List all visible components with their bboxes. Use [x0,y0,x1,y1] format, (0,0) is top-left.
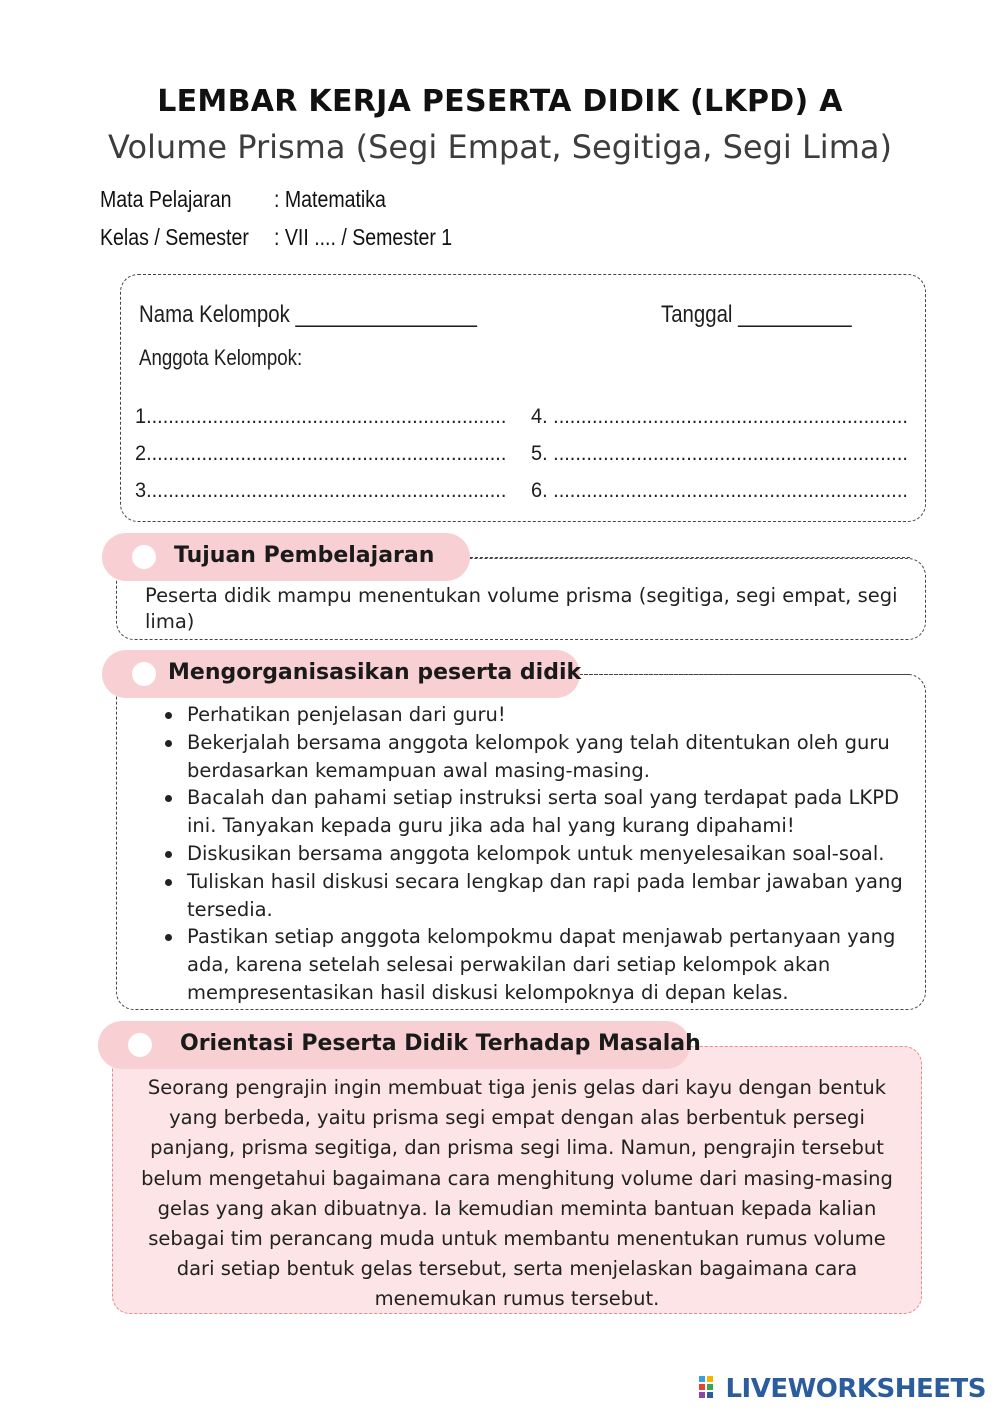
bullet-circle-icon [132,662,156,686]
orientation-box [112,1046,922,1314]
list-item: Tuliskan hasil diskusi secara lengkap dan rapi pada lembar jawaban yang tersedia. [157,868,907,924]
group-name-field[interactable]: Nama Kelompok ________________ [139,301,477,328]
subject-row [100,186,700,216]
members-label: Anggota Kelompok: [139,345,303,370]
list-item: Perhatikan penjelasan dari guru! [157,701,907,729]
member-field-3[interactable]: 3................................................................. [135,479,507,502]
worksheet-subtitle: Volume Prisma (Segi Empat, Segitiga, Segi Lima) [108,128,892,166]
orientation-title: Orientasi Peserta Didik Terhadap Masalah [180,1031,701,1056]
list-item: Diskusikan bersama anggota kelompok untuk menyelesaikan soal-soal. [157,840,907,868]
subject-value: : Matematika [274,186,386,212]
class-value: : VII .... / Semester 1 [274,224,453,250]
worksheet-title: LEMBAR KERJA PESERTA DIDIK (LKPD) A [157,84,843,119]
organize-header-line [580,674,910,675]
liveworksheets-logo-icon [699,1376,721,1407]
class-row [100,224,700,254]
member-field-4[interactable]: 4. ................................................................ [531,405,908,428]
list-item: Bekerjalah bersama anggota kelompok yang telah ditentukan oleh guru berdasarkan kemampuan awal masing-masing. [157,729,907,785]
goal-header-line [470,557,910,558]
orientation-header [98,1021,701,1069]
group-box [120,274,926,522]
organize-title: Mengorganisasikan peserta didik [168,660,582,685]
goal-title: Tujuan Pembelajaran [174,543,435,568]
organize-list [157,701,907,1007]
list-item: Pastikan setiap anggota kelompokmu dapat menjawab pertanyaan yang ada, karena setelah selesai perwakilan dari setiap kelompok akan mempresentasikan hasil diskusi kelompoknya di depan kelas. [157,923,907,1006]
brand-name: LIVEWORKSHEETS [725,1374,986,1404]
bullet-circle-icon [132,545,156,569]
date-field[interactable]: Tanggal __________ [661,301,852,328]
bullet-circle-icon [128,1033,152,1057]
goal-header [102,533,470,581]
member-field-6[interactable]: 6. ................................................................ [531,479,908,502]
subject-label: Mata Pelajaran [100,186,232,212]
orientation-text: Seorang pengrajin ingin membuat tiga jenis gelas dari kayu dengan bentuk yang berbeda, yaitu prisma segi empat dengan alas berbentuk persegi panjang, prisma segitiga, dan prisma segi lima. Namun, pengrajin tersebut belum mengetahui bagaimana cara menghitung volume dari masing-masing gelas yang akan dibuatnya. Ia kemudian meminta bantuan kepada kalian sebagai tim perancang muda untuk membantu menentukan rumus volume dari setiap bentuk gelas tersebut, serta menjelaskan bagaimana cara menemukan rumus tersebut. [141,1076,893,1311]
member-field-1[interactable]: 1................................................................. [135,405,507,428]
member-field-5[interactable]: 5. ................................................................ [531,442,908,465]
class-label: Kelas / Semester [100,224,249,250]
list-item: Bacalah dan pahami setiap instruksi serta soal yang terdapat pada LKPD ini. Tanyakan kepada guru jika ada hal yang kurang dipahami! [157,784,907,840]
goal-text: Peserta didik mampu menentukan volume prisma (segitiga, segi empat, segi lima) [145,584,898,633]
organize-header [102,650,580,698]
liveworksheets-logo [699,1374,986,1407]
member-field-2[interactable]: 2................................................................. [135,442,507,465]
organize-box [116,674,926,1010]
